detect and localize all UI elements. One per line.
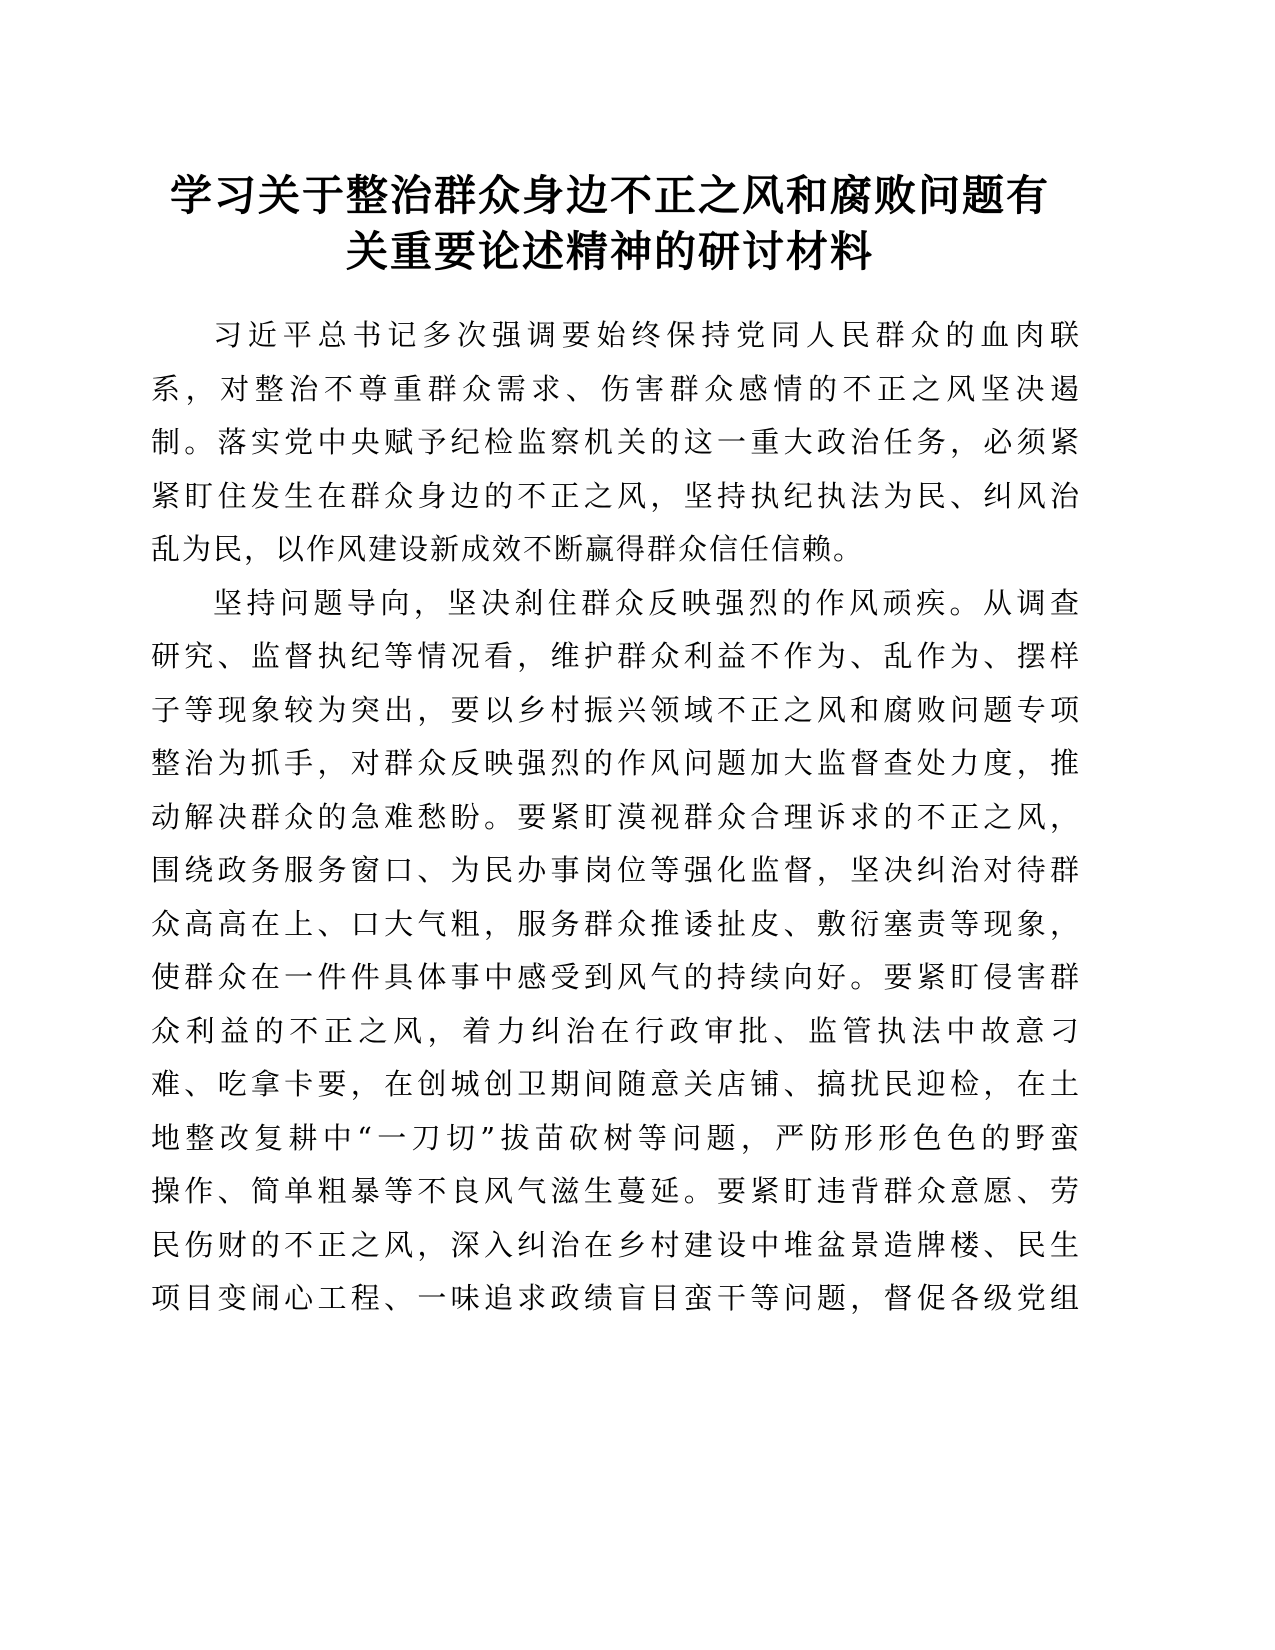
paragraph-line: 子等现象较为突出，要以乡村振兴领域不正之风和腐败问题专项 [151,692,1081,727]
paragraph-line: 乱为民，以作风建设新成效不断赢得群众信任信赖。 [151,532,865,566]
paragraph-line: 整治为抓手，对群众反映强烈的作风问题加大监督查处力度，推 [151,746,1081,780]
document-title [150,168,1070,280]
paragraph-line: 坚持问题导向，坚决刹住群众反映强烈的作风顽疾。从调查 [213,585,1081,620]
title-line-1: 学习关于整治群众身边不正之风和腐败问题有 [169,171,1050,220]
document-body [151,309,1081,1326]
paragraph-line: 习近平总书记多次强调要始终保持党同人民群众的血肉联 [213,318,1081,352]
paragraph-line: 众利益的不正之风，着力纠治在行政审批、监管执法中故意刁 [151,1013,1081,1048]
paragraph-1 [151,309,1081,577]
paragraph-line: 制。落实党中央赋予纪检监察机关的这一重大政治任务，必须紧 [151,425,1081,459]
paragraph-line: 系，对整治不尊重群众需求、伤害群众感情的不正之风坚决遏 [151,371,1081,406]
paragraph-line: 项目变闹心工程、一味追求政绩盲目蛮干等问题，督促各级党组 [151,1281,1081,1315]
paragraph-line: 难、吃拿卡要，在创城创卫期间随意关店铺、搞扰民迎检，在土 [151,1067,1081,1101]
paragraph-line: 研究、监督执纪等情况看，维护群众利益不作为、乱作为、摆样 [151,639,1081,673]
paragraph-2 [151,577,1081,1326]
paragraph-line: 操作、简单粗暴等不良风气滋生蔓延。要紧盯违背群众意愿、劳 [151,1174,1081,1208]
title-line-2: 关重要论述精神的研讨材料 [345,227,874,276]
paragraph-line: 民伤财的不正之风，深入纠治在乡村建设中堆盆景造牌楼、民生 [151,1227,1081,1262]
paragraph-line: 围绕政务服务窗口、为民办事岗位等强化监督，坚决纠治对待群 [151,853,1081,887]
paragraph-line: 地整改复耕中“一刀切”拔苗砍树等问题，严防形形色色的野蛮 [151,1120,1081,1155]
paragraph-line: 使群众在一件件具体事中感受到风气的持续向好。要紧盯侵害群 [151,960,1081,994]
paragraph-line: 紧盯住发生在群众身边的不正之风，坚持执纪执法为民、纠风治 [151,478,1081,513]
paragraph-line: 动解决群众的急难愁盼。要紧盯漠视群众合理诉求的不正之风， [151,799,1081,834]
paragraph-line: 众高高在上、口大气粗，服务群众推诿扯皮、敷衍塞责等现象， [151,906,1081,941]
